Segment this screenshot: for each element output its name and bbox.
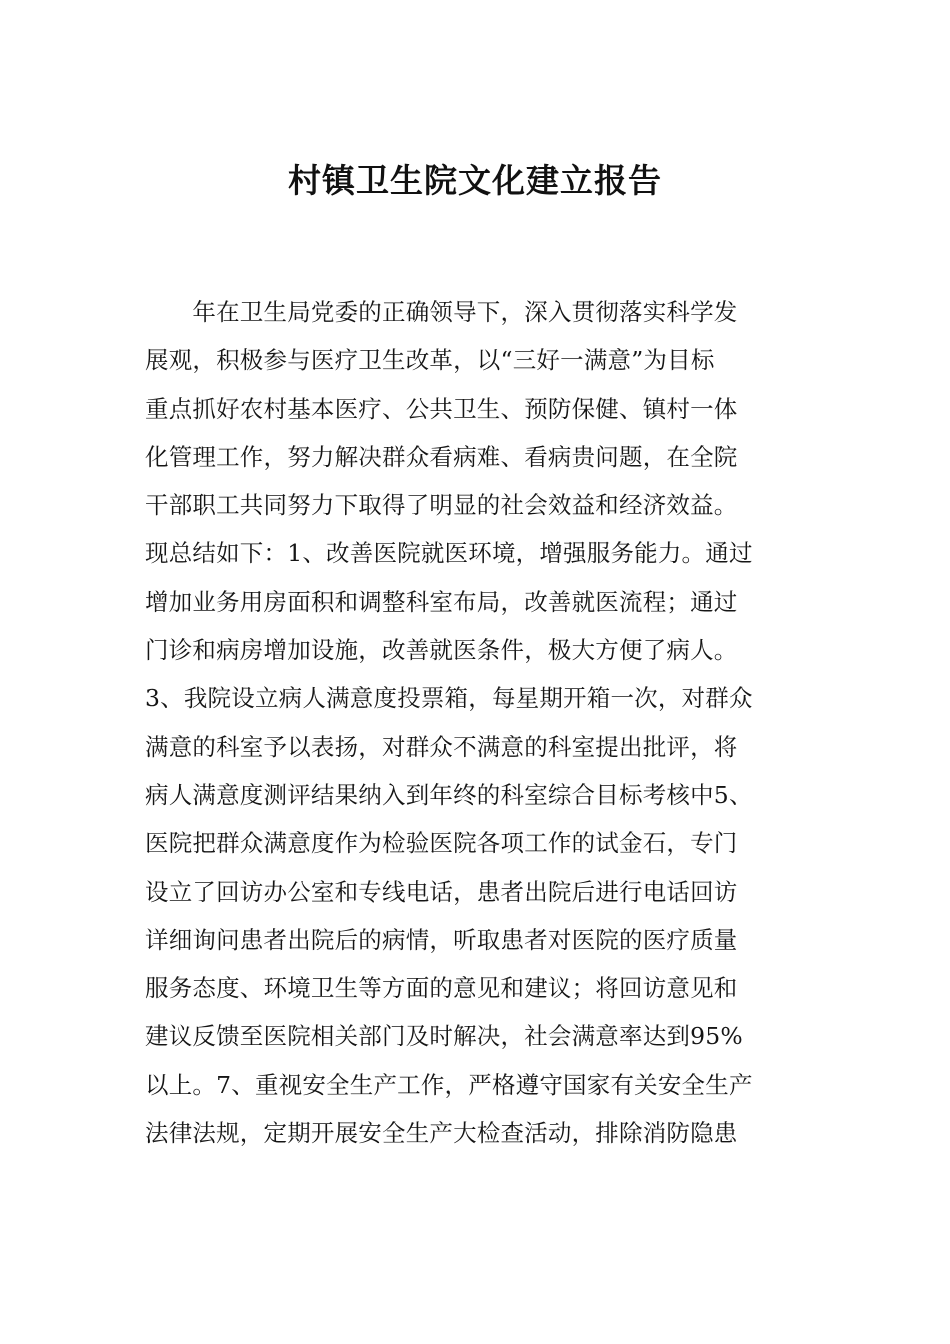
body-line: 增加业务用房面积和调整科室布局，改善就医流程；通过	[145, 587, 738, 616]
body-line: 服务态度、环境卫生等方面的意见和建议；将回访意见和	[145, 974, 738, 1003]
body-line: 门诊和病房增加设施，改善就医条件，极大方便了病人。	[145, 636, 738, 665]
body-line: 展观，积极参与医疗卫生改革，以“三好一满意”为目标	[145, 346, 715, 375]
body-line: 详细询问患者出院后的病情，听取患者对医院的医疗质量	[145, 925, 738, 954]
body-line: 现总结如下：1、改善医院就医环境，增强服务能力。通过	[145, 539, 753, 568]
body-line: 化管理工作，努力解决群众看病难、看病贵问题，在全院	[145, 442, 738, 471]
body-line: 医院把群众满意度作为检验医院各项工作的试金石，专门	[145, 829, 738, 858]
body-line: 以上。7、重视安全生产工作，严格遵守国家有关安全生产	[145, 1070, 753, 1099]
body-line: 法律法规，定期开展安全生产大检查活动，排除消防隐患	[145, 1119, 738, 1148]
body-line: 干部职工共同努力下取得了明显的社会效益和经济效益。	[145, 491, 738, 520]
body-line: 设立了回访办公室和专线电话，患者出院后进行电话回访	[145, 877, 738, 906]
body-line: 建议反馈至医院相关部门及时解决，社会满意率达到95%	[145, 1022, 743, 1051]
body-line: 满意的科室予以表扬，对群众不满意的科室提出批评，将	[145, 732, 738, 761]
document-body	[145, 288, 815, 1157]
body-line: 重点抓好农村基本医疗、公共卫生、预防保健、镇村一体	[145, 394, 738, 423]
body-line: 病人满意度测评结果纳入到年终的科室综合目标考核中5、	[145, 780, 753, 809]
body-line: 3、我院设立病人满意度投票箱，每星期开箱一次，对群众	[145, 684, 753, 713]
body-line: 年在卫生局党委的正确领导下，深入贯彻落实科学发	[145, 298, 738, 326]
document-title: 村镇卫生院文化建立报告	[288, 161, 662, 200]
